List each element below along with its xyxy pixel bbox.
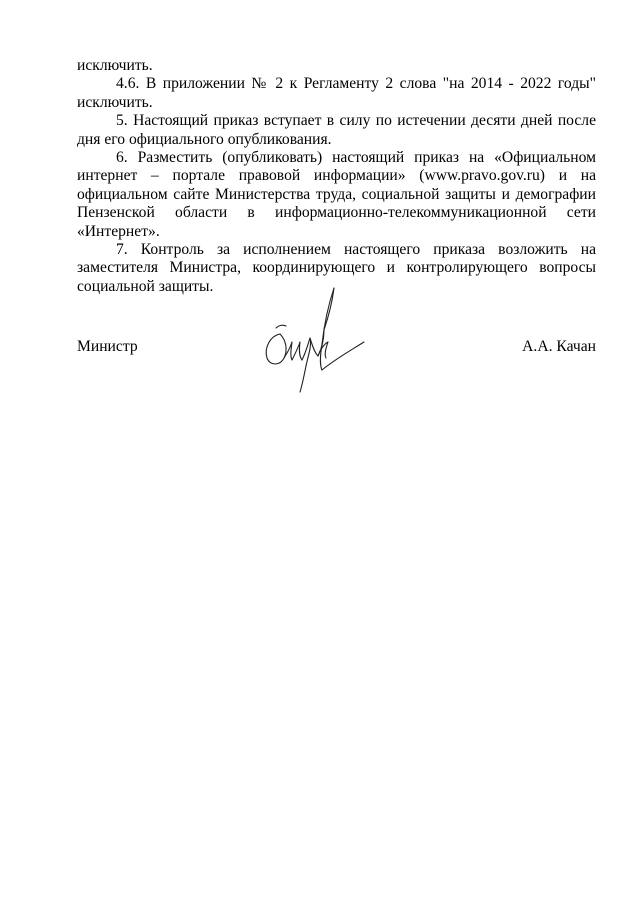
handwritten-signature-icon (258, 282, 370, 394)
paragraph-7: 7. Контроль за исполнением настоящего приказа возложить на заместителя Министра, координирующего и контролирующего вопросы социальной защиты. (77, 241, 596, 295)
signer-name: А.А. Качан (522, 338, 596, 355)
paragraph-continuation: исключить. (77, 57, 153, 74)
position-title: Министр (77, 338, 138, 355)
paragraph-5: 5. Настоящий приказ вступает в силу по истечении десяти дней после дня его официального опубликования. (77, 112, 596, 148)
paragraph-6: 6. Разместить (опубликовать) настоящий приказ на «Официальном интернет – портале правовой информации» (www.pravo.gov.ru) и на официальном сайте Министерства труда, социальной защиты и демографии Пензенской области в информационно-телекоммуникационной сети «Интернет». (77, 149, 596, 240)
paragraph-4-6: 4.6. В приложении № 2 к Регламенту 2 слова "на 2014 - 2022 годы" исключить. (77, 75, 596, 111)
document-body (77, 57, 596, 296)
